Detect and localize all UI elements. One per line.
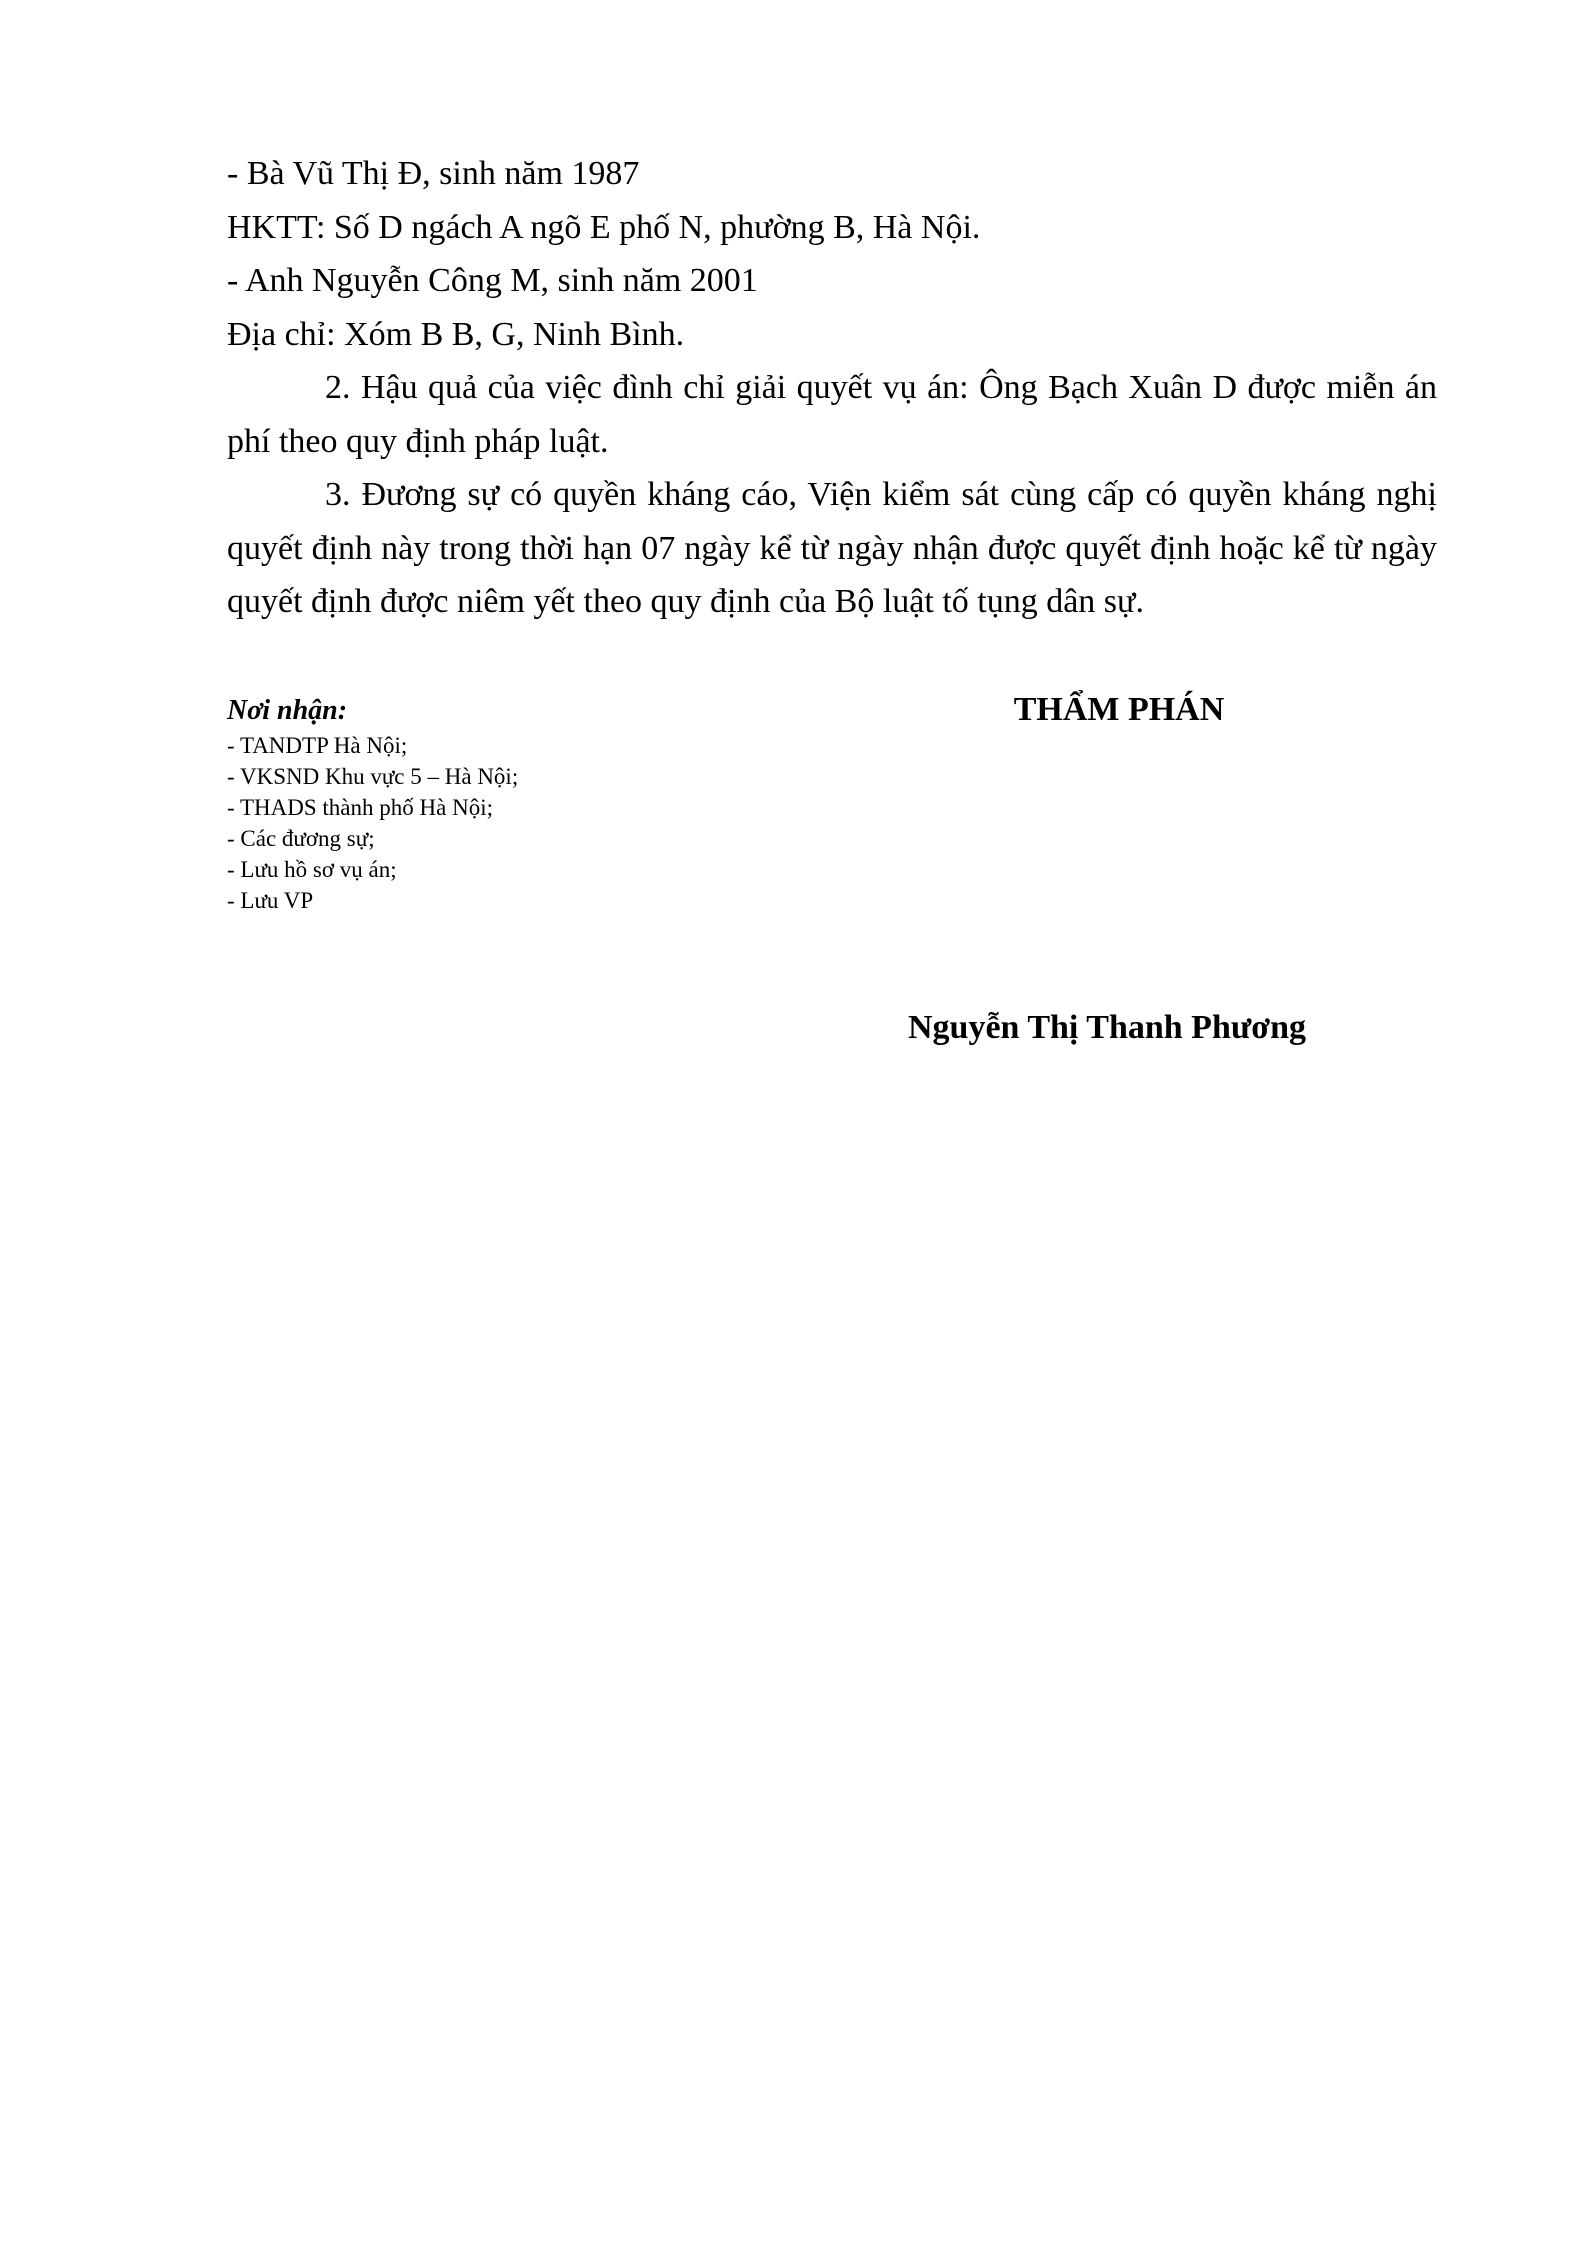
signer-name: Nguyễn Thị Thanh Phương [908, 1009, 1306, 1046]
recipients-title: Nơi nhận: [227, 695, 348, 726]
recipient-item: - Lưu VP [227, 888, 314, 913]
recipient-item: - TANDTP Hà Nội; [227, 733, 408, 758]
recipient-item: - THADS thành phố Hà Nội; [227, 795, 493, 820]
recipients-block [227, 692, 747, 916]
paragraph-appeal-rights: 3. Đương sự có quyền kháng cáo, Viện kiểm sát cùng cấp có quyền kháng nghị quyết định này trong thời hạn 07 ngày kể từ ngày nhận được quyết định hoặc kể từ ngày quyết định được niêm yết theo quy định của Bộ luật tố tụng dân sự. [227, 476, 1437, 620]
recipient-item: - Các đương sự; [227, 826, 375, 851]
signature-block [860, 688, 1380, 732]
party-line-2: - Anh Nguyễn Công M, sinh năm 2001 [227, 262, 758, 299]
paragraph-consequence: 2. Hậu quả của việc đình chỉ giải quyết vụ án: Ông Bạch Xuân D được miễn án phí theo quy định pháp luật. [227, 369, 1437, 460]
recipients-list [227, 730, 747, 916]
party-line-1: - Bà Vũ Thị Đ, sinh năm 1987 [227, 155, 640, 192]
recipient-item: - Lưu hồ sơ vụ án; [227, 857, 397, 882]
party-address-2: Địa chỉ: Xóm B B, G, Ninh Bình. [227, 315, 685, 353]
party-address-1: HKTT: Số D ngách A ngõ E phố N, phường B, Hà Nội. [227, 208, 981, 246]
recipient-item: - VKSND Khu vực 5 – Hà Nội; [227, 764, 519, 789]
signature-title: THẨM PHÁN [1013, 691, 1225, 728]
decision-body [227, 147, 1437, 629]
